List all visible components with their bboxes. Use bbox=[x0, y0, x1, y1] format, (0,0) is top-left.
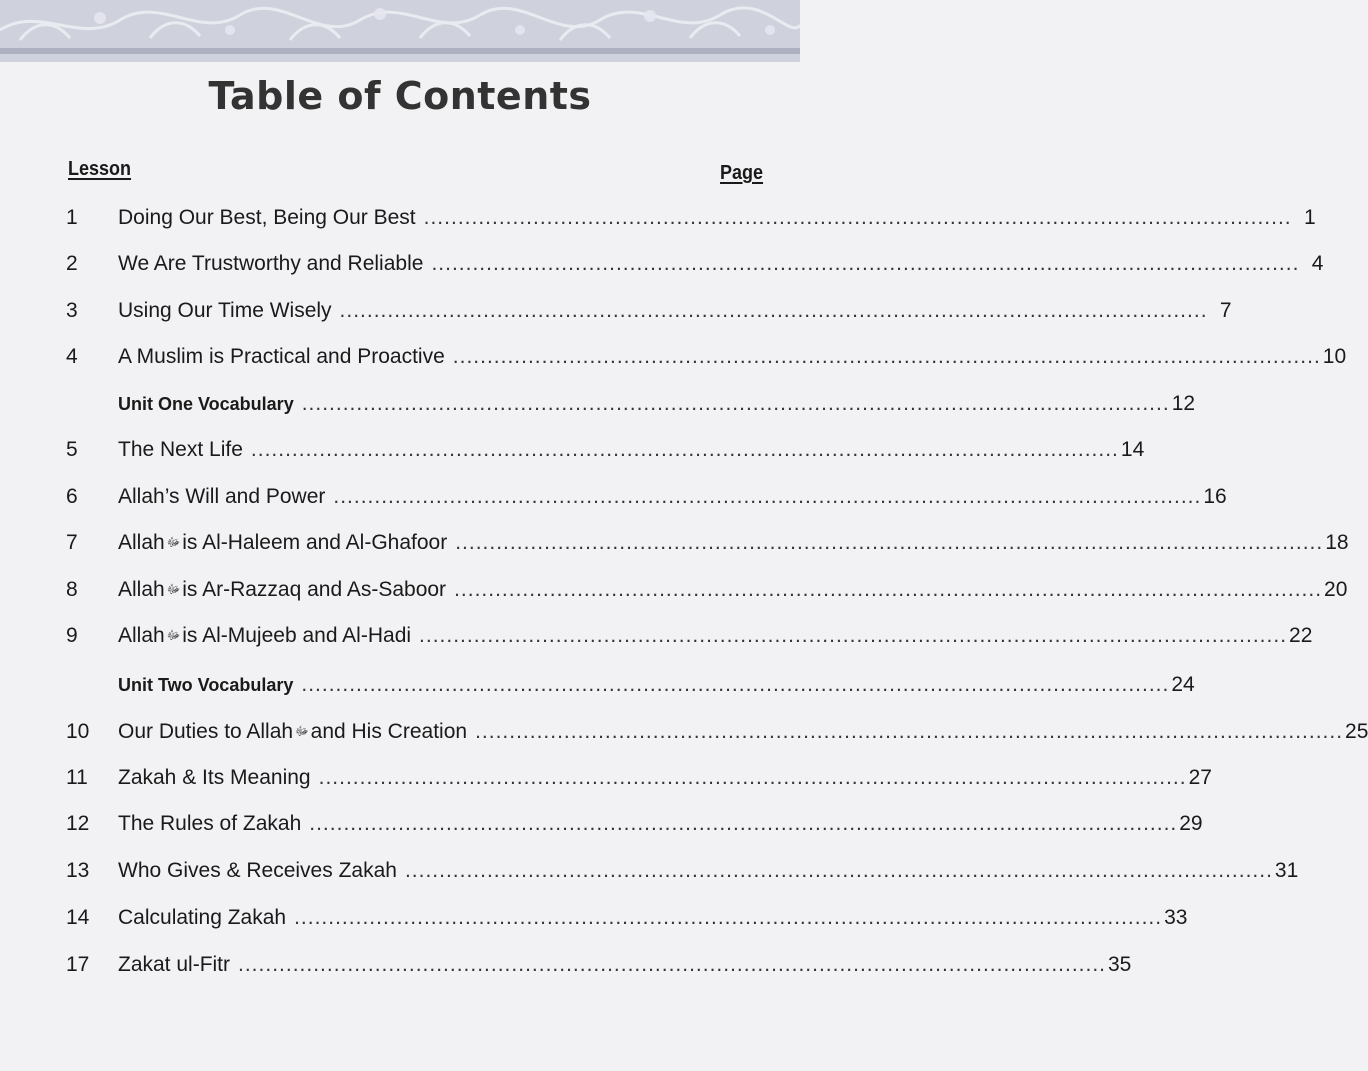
lesson-number: 7 bbox=[66, 531, 78, 554]
page-number: 27 bbox=[1188, 766, 1212, 789]
toc-row bbox=[66, 578, 1348, 612]
lesson-title-suffix: is Ar-Razzaq and As-Saboor bbox=[182, 578, 447, 601]
lesson-number: 5 bbox=[66, 438, 78, 461]
honorific-glyph: ﷻ bbox=[166, 582, 181, 596]
honorific-glyph: ﷻ bbox=[166, 535, 181, 549]
lesson-title-text: The Next Life bbox=[118, 438, 243, 461]
dot-leader: ............................................................................................................................... bbox=[318, 766, 1187, 789]
lesson-number: 17 bbox=[66, 953, 90, 976]
lesson-title-text: Allah bbox=[118, 578, 165, 601]
toc-row bbox=[66, 906, 1188, 940]
lesson-title bbox=[118, 252, 423, 276]
toc-row bbox=[66, 624, 1313, 658]
lesson-title-suffix: is Al-Haleem and Al-Ghafoor bbox=[182, 531, 448, 554]
lesson-title-text: Unit Two Vocabulary bbox=[118, 675, 294, 695]
page-number: 14 bbox=[1120, 438, 1145, 461]
toc-row bbox=[66, 953, 1132, 987]
dot-leader: ............................................................................................................................... bbox=[333, 485, 1202, 508]
lesson-number: 9 bbox=[66, 624, 78, 647]
lesson-number: 3 bbox=[66, 299, 78, 322]
banner-rule bbox=[0, 48, 800, 54]
lesson-title bbox=[118, 394, 294, 415]
page-number: 12 bbox=[1171, 392, 1196, 415]
lesson-title-text: Zakat ul-Fitr bbox=[118, 953, 231, 976]
lesson-title bbox=[118, 345, 445, 369]
page-number: 25 bbox=[1345, 720, 1368, 743]
toc-row bbox=[66, 859, 1299, 893]
lesson-number: 6 bbox=[66, 485, 78, 508]
lesson-title bbox=[118, 485, 325, 509]
page-number: 29 bbox=[1179, 812, 1203, 835]
toc-row bbox=[66, 345, 1347, 379]
toc-row bbox=[66, 299, 1232, 333]
lesson-title bbox=[118, 720, 467, 744]
lesson-title bbox=[118, 859, 397, 883]
lesson-title-text: Calculating Zakah bbox=[118, 906, 287, 929]
dot-leader: ............................................................................................................................... bbox=[238, 953, 1106, 976]
lesson-title-suffix: is Al-Mujeeb and Al-Hadi bbox=[182, 624, 412, 647]
lesson-title-text: Allah bbox=[118, 624, 165, 647]
lesson-number: 14 bbox=[66, 906, 90, 929]
dot-leader: ............................................................................................................................... bbox=[455, 531, 1324, 554]
lesson-title bbox=[118, 906, 286, 930]
page-number: 10 bbox=[1322, 345, 1347, 368]
dot-leader: ............................................................................................................................... bbox=[452, 345, 1321, 368]
lesson-title bbox=[118, 206, 416, 230]
lesson-title-text: We Are Trustworthy and Reliable bbox=[118, 252, 424, 275]
page-number: 31 bbox=[1274, 859, 1299, 882]
page-number: 35 bbox=[1108, 953, 1132, 976]
lesson-title-text: Doing Our Best, Being Our Best bbox=[118, 206, 416, 229]
lesson-title-text: The Rules of Zakah bbox=[118, 812, 302, 835]
dot-leader: ............................................................................................................................... bbox=[431, 252, 1300, 275]
page-number: 7 bbox=[1219, 299, 1232, 322]
toc-row bbox=[66, 812, 1203, 846]
lesson-number: 13 bbox=[66, 859, 90, 882]
page-number: 22 bbox=[1289, 624, 1313, 647]
dot-leader: ............................................................................................................................... bbox=[419, 624, 1288, 647]
lesson-number: 2 bbox=[66, 252, 78, 275]
dot-leader: ............................................................................................................................... bbox=[475, 720, 1344, 743]
lesson-title-text: Allah bbox=[118, 531, 165, 554]
dot-leader: ............................................................................................................................... bbox=[404, 859, 1273, 882]
page-number: 24 bbox=[1171, 673, 1195, 696]
dot-leader: ............................................................................................................................... bbox=[339, 299, 1208, 322]
page-number: 4 bbox=[1311, 252, 1324, 275]
honorific-glyph: ﷻ bbox=[166, 628, 181, 642]
dot-leader: ............................................................................................................................... bbox=[301, 392, 1170, 415]
honorific-glyph: ﷻ bbox=[295, 724, 309, 738]
lesson-title-text: Unit One Vocabulary bbox=[118, 394, 294, 414]
lesson-number: 8 bbox=[66, 578, 78, 601]
lesson-title bbox=[118, 675, 293, 696]
dot-leader: ............................................................................................................................... bbox=[250, 438, 1119, 461]
lesson-title-text: Using Our Time Wisely bbox=[118, 299, 332, 322]
lesson-title-text: Our Duties to Allah bbox=[118, 720, 294, 743]
toc-row bbox=[66, 485, 1227, 519]
dot-leader: ............................................................................................................................... bbox=[423, 206, 1292, 229]
lesson-title-suffix: and His Creation bbox=[310, 720, 468, 743]
page-number: 20 bbox=[1324, 578, 1348, 601]
page-number: 16 bbox=[1203, 485, 1227, 508]
lesson-title bbox=[118, 299, 332, 323]
dot-leader: ............................................................................................................................... bbox=[294, 906, 1163, 929]
lesson-title bbox=[118, 766, 311, 790]
dot-leader: ............................................................................................................................... bbox=[301, 673, 1170, 696]
lesson-title bbox=[118, 578, 446, 602]
lesson-title-text: Zakah & Its Meaning bbox=[118, 766, 311, 789]
lesson-title bbox=[118, 953, 230, 977]
toc-row bbox=[66, 720, 1368, 754]
lesson-title bbox=[118, 438, 243, 462]
lesson-title bbox=[118, 531, 447, 555]
lesson-number: 11 bbox=[66, 766, 88, 789]
toc-vocab-row bbox=[66, 392, 1196, 426]
page-number: 18 bbox=[1325, 531, 1349, 554]
page-number: 33 bbox=[1164, 906, 1188, 929]
lesson-title-text: Who Gives & Receives Zakah bbox=[118, 859, 397, 882]
toc-vocab-row bbox=[66, 673, 1195, 707]
lesson-number: 10 bbox=[66, 720, 90, 743]
toc-row bbox=[66, 531, 1349, 565]
page-number: 1 bbox=[1303, 206, 1316, 229]
toc-row bbox=[66, 438, 1145, 472]
lesson-title bbox=[118, 624, 411, 648]
lesson-number: 1 bbox=[66, 206, 78, 229]
lesson-title-text: A Muslim is Practical and Proactive bbox=[118, 345, 445, 368]
dot-leader: ............................................................................................................................... bbox=[454, 578, 1323, 601]
page-column-header: Page bbox=[720, 162, 764, 184]
lesson-number: 4 bbox=[66, 345, 78, 368]
dot-leader: ............................................................................................................................... bbox=[309, 812, 1178, 835]
lesson-number: 12 bbox=[66, 812, 90, 835]
lesson-title-text: Allah’s Will and Power bbox=[118, 485, 326, 508]
toc-row bbox=[66, 766, 1212, 800]
toc-row bbox=[66, 206, 1316, 240]
lesson-title bbox=[118, 812, 301, 836]
decorative-banner bbox=[0, 0, 800, 62]
lesson-column-header: Lesson bbox=[68, 158, 132, 180]
page-title: Table of Contents bbox=[208, 74, 592, 118]
toc-row bbox=[66, 252, 1324, 286]
